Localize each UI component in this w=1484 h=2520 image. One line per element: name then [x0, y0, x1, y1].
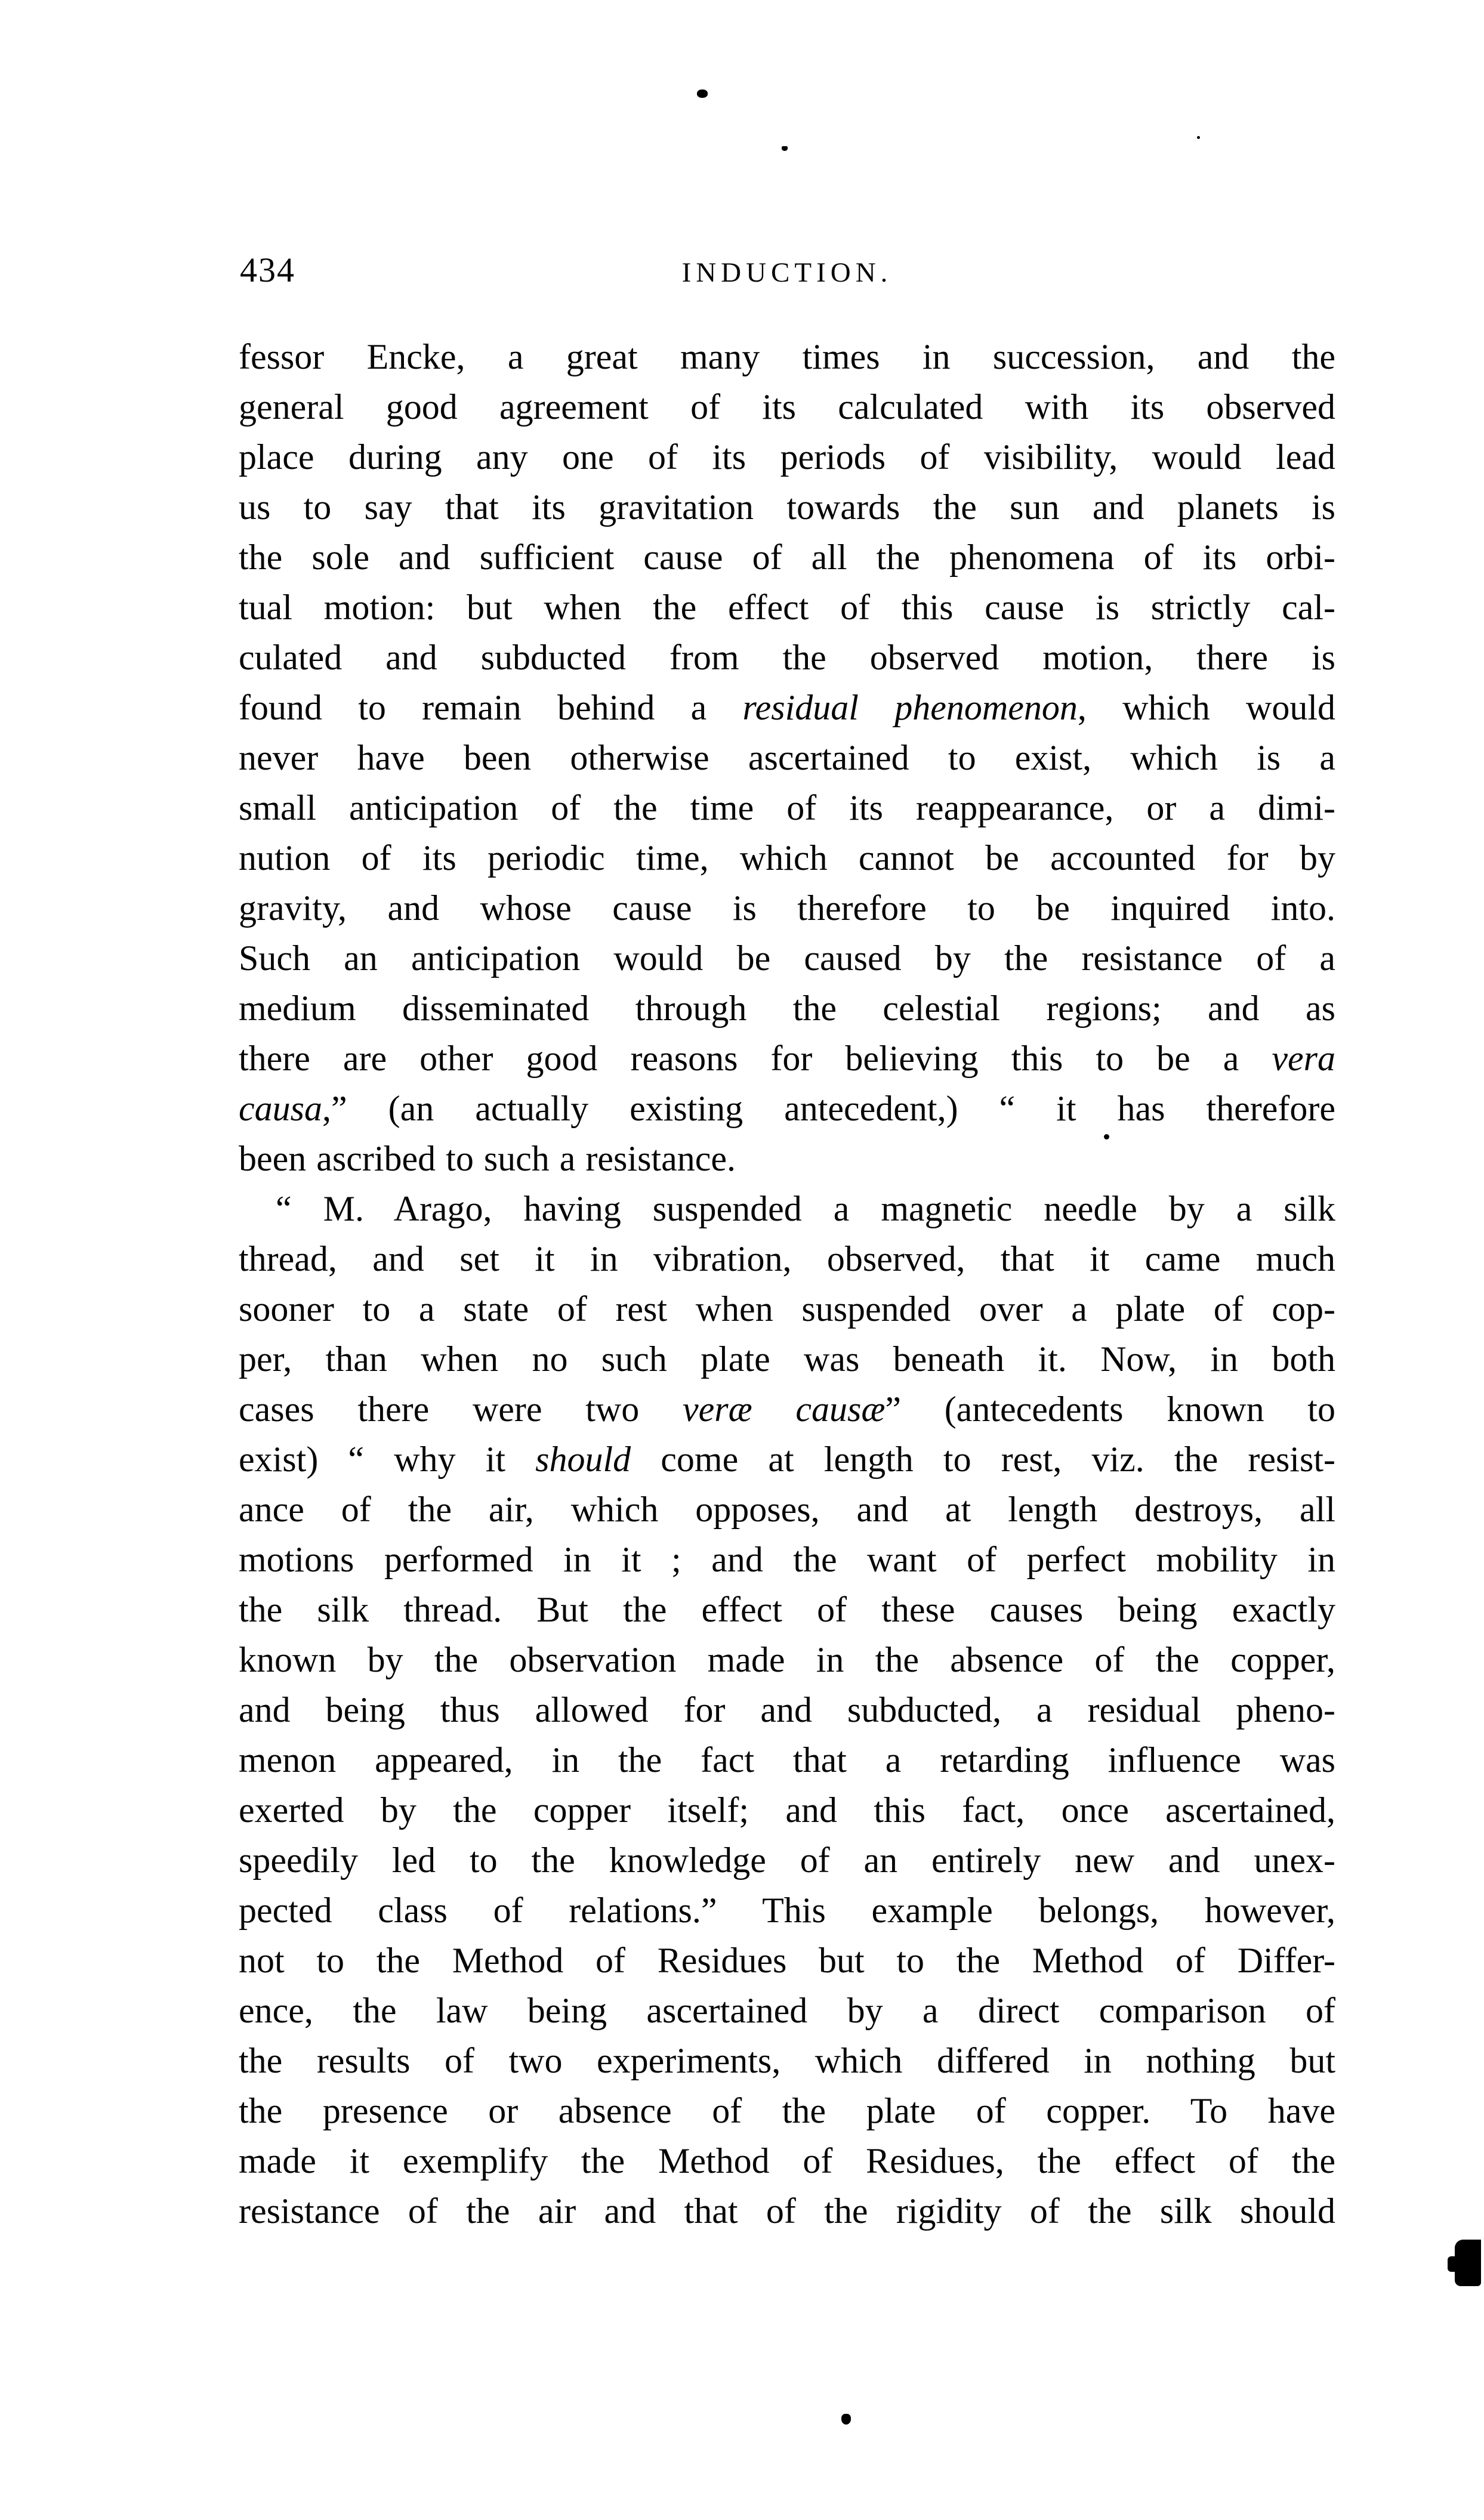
text-segment: made it exemplify the Method of Residues, the effect of the	[239, 2141, 1335, 2181]
ink-speck	[697, 89, 708, 98]
text-line	[239, 983, 1335, 1033]
ink-speck	[1197, 136, 1200, 139]
text-segment: ance of the air, which opposes, and at length destroys, all	[239, 1490, 1335, 1529]
text-line	[239, 1484, 1335, 1534]
text-segment: “ M. Arago, having suspended a magnetic needle by a silk	[276, 1189, 1335, 1228]
text-line	[239, 2036, 1335, 2086]
text-line	[239, 1785, 1335, 1835]
text-line	[239, 1284, 1335, 1334]
text-segment: motions performed in it ; and the want of perfect mobility in	[239, 1540, 1335, 1579]
text-segment: and being thus allowed for and subducted, a residual pheno-	[239, 1690, 1335, 1730]
italic-text: vera	[1272, 1039, 1335, 1078]
text-segment: medium disseminated through the celestial regions; and as	[239, 989, 1335, 1028]
paragraph	[239, 1184, 1335, 2236]
italic-text: should	[535, 1440, 631, 1479]
text-segment: the sole and sufficient cause of all the phenomena of its orbi-	[239, 538, 1335, 577]
text-segment: tual motion: but when the effect of this cause is strictly cal-	[239, 588, 1335, 627]
text-line	[239, 933, 1335, 983]
text-segment: resistance of the air and that of the rigidity of the silk should	[239, 2191, 1335, 2231]
text-line	[239, 1534, 1335, 1585]
text-segment: found to remain behind a	[239, 688, 743, 727]
text-line	[239, 1835, 1335, 1885]
text-line	[239, 1735, 1335, 1785]
text-line	[239, 733, 1335, 783]
text-line	[239, 2086, 1335, 2136]
ink-speck	[782, 146, 788, 151]
page-number: 434	[240, 251, 295, 289]
text-line	[239, 1134, 1335, 1184]
text-line	[239, 1585, 1335, 1635]
text-segment: Such an anticipation would be caused by the resistance of a	[239, 938, 1335, 978]
ink-speck	[1104, 1134, 1109, 1139]
text-segment: exerted by the copper itself; and this fact, once ascertained,	[239, 1790, 1335, 1830]
text-line	[239, 1234, 1335, 1284]
text-segment: fessor Encke, a great many times in succession, and the	[239, 337, 1335, 376]
text-line	[239, 1083, 1335, 1134]
text-line	[239, 1033, 1335, 1083]
text-line	[239, 532, 1335, 582]
paragraph	[239, 332, 1335, 1184]
text-line	[239, 883, 1335, 933]
ink-speck	[841, 2414, 851, 2425]
italic-text: residual phenomenon	[742, 688, 1078, 727]
italic-text: veræ causæ	[682, 1389, 886, 1429]
text-segment: not to the Method of Residues but to the Method of Differ-	[239, 1941, 1335, 1980]
text-line	[239, 332, 1335, 382]
text-line	[239, 682, 1335, 733]
text-segment: thread, and set it in vibration, observed, that it came much	[239, 1239, 1335, 1278]
text-line	[239, 1434, 1335, 1484]
text-segment: , which would	[1077, 688, 1335, 727]
text-line	[239, 382, 1335, 432]
text-segment: the presence or absence of the plate of copper. To have	[239, 2091, 1335, 2130]
text-segment: general good agreement of its calculated with its observed	[239, 387, 1335, 427]
text-segment: been ascribed to such a resistance.	[239, 1139, 736, 1178]
text-line	[239, 632, 1335, 682]
text-segment: there are other good reasons for believing this to be a	[239, 1039, 1272, 1078]
text-segment: sooner to a state of rest when suspended over a plate of cop-	[239, 1289, 1335, 1329]
text-line	[239, 1184, 1335, 1234]
text-line	[239, 1635, 1335, 1685]
text-segment: cases there were two	[239, 1389, 683, 1429]
text-line	[239, 1685, 1335, 1735]
body-text	[239, 332, 1335, 2236]
text-line	[239, 1384, 1335, 1434]
page-header	[239, 253, 1335, 291]
text-line	[239, 432, 1335, 482]
text-segment: nution of its periodic time, which cannot be accounted for by	[239, 838, 1335, 878]
text-segment: exist) “ why it	[239, 1440, 536, 1479]
text-segment: small anticipation of the time of its reappearance, or a dimi-	[239, 788, 1335, 827]
text-segment: the results of two experiments, which differed in nothing but	[239, 2041, 1335, 2080]
text-line	[239, 783, 1335, 833]
text-segment: ” (antecedents known to	[885, 1389, 1335, 1429]
text-segment: pected class of relations.” This example belongs, however,	[239, 1891, 1335, 1930]
text-segment: menon appeared, in the fact that a retarding influence was	[239, 1740, 1335, 1780]
text-segment: ence, the law being ascertained by a direct comparison of	[239, 1991, 1335, 2030]
text-segment: gravity, and whose cause is therefore to be inquired into.	[239, 888, 1335, 928]
text-segment: culated and subducted from the observed motion, there is	[239, 638, 1335, 677]
text-segment: speedily led to the knowledge of an entirely new and unex-	[239, 1840, 1335, 1880]
text-line	[239, 1985, 1335, 2036]
text-segment: per, than when no such plate was beneath it. Now, in both	[239, 1339, 1335, 1379]
text-line	[239, 482, 1335, 532]
running-header: INDUCTION.	[681, 257, 893, 288]
text-segment: never have been otherwise ascertained to exist, which is a	[239, 738, 1335, 777]
italic-text: causa	[239, 1089, 322, 1128]
ink-blob	[1455, 2240, 1481, 2286]
text-segment: us to say that its gravitation towards the sun and planets is	[239, 487, 1335, 527]
text-line	[239, 833, 1335, 883]
text-segment: the silk thread. But the effect of these causes being exactly	[239, 1590, 1335, 1629]
text-segment: come at length to rest, viz. the resist-	[631, 1440, 1335, 1479]
text-segment: ,” (an actually existing antecedent,) “ it has therefore	[322, 1089, 1335, 1128]
text-line	[239, 1885, 1335, 1935]
text-line	[239, 1935, 1335, 1985]
text-line	[239, 2186, 1335, 2236]
text-line	[239, 582, 1335, 632]
text-segment: known by the observation made in the absence of the copper,	[239, 1640, 1335, 1679]
text-line	[239, 2136, 1335, 2186]
text-line	[239, 1334, 1335, 1384]
text-segment: place during any one of its periods of visibility, would lead	[239, 437, 1335, 477]
